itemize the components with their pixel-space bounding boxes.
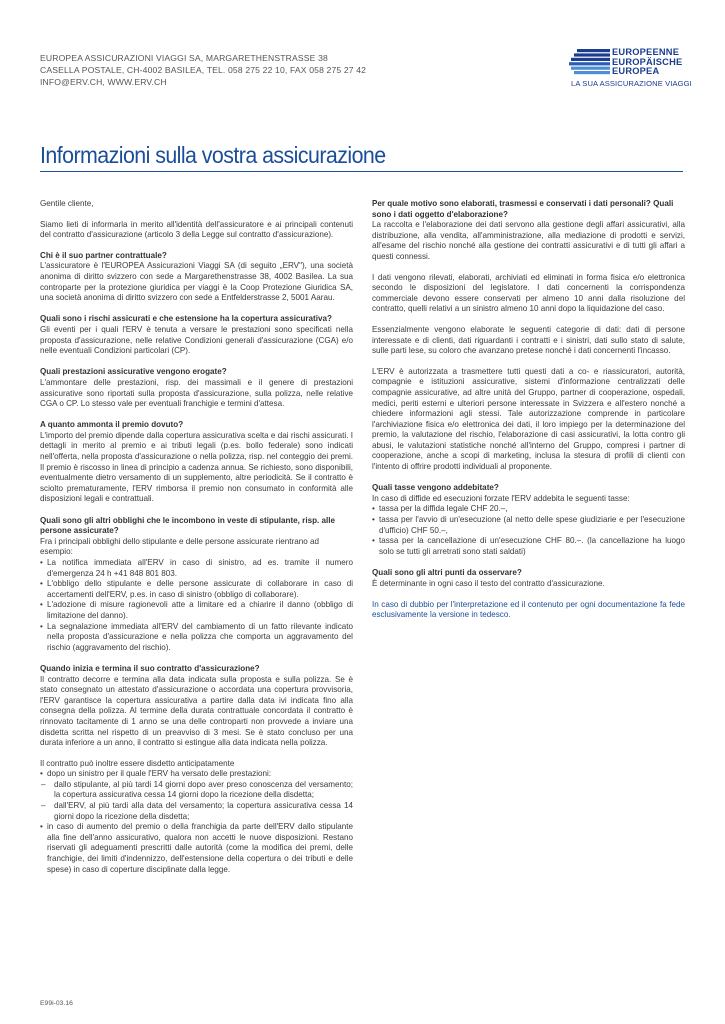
document-code: E99i-03.16 xyxy=(40,1000,73,1007)
section-text: Il contratto può inoltre essere disdetto anticipatamente xyxy=(40,758,235,768)
logo-tagline: LA SUA ASSICURAZIONE VIAGGI xyxy=(571,79,692,88)
section-premium xyxy=(40,420,353,505)
left-column xyxy=(40,199,353,886)
section-heading: Chi è il suo partner contrattuale? xyxy=(40,250,167,260)
logo-line: EUROPÄISCHE xyxy=(612,56,683,67)
intro-paragraph: Siamo lieti di informarla in merito all'identità dell'assicuratore e ai principali contenuti del contratto d'assicurazione (articolo 3 della Legge sul contratto d'assicurazione). xyxy=(40,219,353,240)
list-item: • L'adozione di misure ragionevoli atte a limitare ed a chiarire il danno (obbligo di limitazione del danno). xyxy=(40,600,353,621)
section-benefits xyxy=(40,367,353,409)
address-line: INFO@ERV.CH, WWW.ERV.CH xyxy=(40,77,167,87)
section-text: Il contratto decorre e termina alla data indicata sulla proposta e sulla polizza. Se è stato consegnato un attestato d'assicurazione o accordata una copertura provvisoria, l'ERV garantisce la copertura assicurativa a partire dalla data ivi indicata fino alla consegna della polizza. Al termine della durata contrattuale concordata il contratto è rinnovato tacitamente di 1 anno se una delle controparti non provvede a inviare una disdetta scritta nel rispetto di un preavviso di 3 mesi. Se è stato concluso per una durata inferiore a un anno, il contratto si estingue alla data indicata nella polizza. xyxy=(40,674,353,748)
section-text: Gli eventi per i quali l'ERV è tenuta a versare le prestazioni sono specificati nella proposta d'assicurazione, nelle relative Condizioni generali d'assicurazione (CGA) e/o nelle eventuali Condizioni particolari (CP). xyxy=(40,324,353,356)
erv-logo-mark-icon xyxy=(568,48,612,78)
sublist-item: – dallo stipulante, al più tardi 14 giorni dopo aver preso conoscenza del versamento; la copertura assicurativa cessa 14 giorni dopo la ricezione della disdetta; xyxy=(40,780,353,801)
address-line: EUROPEA ASSICURAZIONI VIAGGI SA, MARGARETHENSTRASSE 38 xyxy=(40,53,328,63)
company-logo xyxy=(568,47,692,92)
section-text: L'importo del premio dipende dalla copertura assicurativa scelta e dai rischi assicurati. I dettagli in merito al premio e ai tributi legali (p.es. bollo federale) sono indicati nell'offerta, nella proposta d'assicurazione o nella polizza, risp. nel conteggio dei premi. Il premio è riscosso in linea di principio a cadenza annua. Se richiesto, sono disponibili, eventualmente dietro versamento di un supplemento, altre periodicità. Se il contratto è sciolto prematuramente, l'ERV rimborsa il premio non consumato in conformità alle disposizioni legali e contrattuali. xyxy=(40,430,353,504)
section-text: L'ammontare delle prestazioni, risp. dei massimali e il genere di prestazioni assicurative sono riportati sulla proposta d'assicurazione, sulla polizza, nelle relative CGA o CP. Lo stesso vale per eventuali franchigie e termini d'attesa. xyxy=(40,377,353,409)
section-text: È determinante in ogni caso il testo del contratto d'assicurazione. xyxy=(372,578,605,588)
termination-sublist xyxy=(40,780,353,822)
list-item xyxy=(40,769,353,822)
salutation: Gentile cliente, xyxy=(40,199,94,208)
list-item: • tassa per la diffida legale CHF 20.–, xyxy=(372,504,685,515)
fees-list xyxy=(372,504,685,557)
section-heading: Quali sono gli altri punti da osservare? xyxy=(372,568,522,577)
section-fees xyxy=(372,483,685,557)
page-title: Informazioni sulla vostra assicurazione xyxy=(40,142,386,168)
section-heading: A quanto ammonta il premio dovuto? xyxy=(40,420,184,430)
logo-wordmark xyxy=(612,48,682,77)
section-text: L'ERV è autorizzata a trasmettere tutti questi dati a co- e riassicuratori, autorità, compagnie e istituzioni assicurative, sistemi d'informazione centralizzati delle compagnie assicurative, ad altre unità del Gruppo, partner di cooperazione, ospedali, medici, periti esterni e ulteriori persone interessate in Svizzera e all'estero nonché a chiedere informazioni agli stessi. Tale autorizzazione comprende in particolare l'archiviazione fisica e/o elettronica dei dati, il loro impiego per la determinazione del premio, la valutazione del rischio, l'elaborazione di casi assicurativi, la lotta contro gli abusi, le valutazioni statistiche nonché all'interno del Gruppo, compresi i partner di cooperazione, anche a scopi di marketing, inclusa la stesura di profili di clienti con l'intento di offrire prodotti individuali al proponente. xyxy=(372,366,685,472)
list-item: • tassa per l'avvio di un'esecuzione (al netto delle spese giudiziarie e per l'esecuzione d'ufficio) CHF 50.–, xyxy=(372,515,685,536)
termination-list xyxy=(40,769,353,875)
language-note: In caso di dubbio per l'interpretazione ed il contenuto per ogni documentazione fa fede esclusivamente la versione in tedesco. xyxy=(372,599,685,620)
list-item-text: dopo un sinistro per il quale l'ERV ha versato delle prestazioni: xyxy=(47,769,272,779)
list-item: • L'obbligo dello stipulante e delle persone assicurate di collaborare in caso di accertamenti dell'ERV, p.es. in caso di sinistro (obbligo di collaborare). xyxy=(40,579,353,600)
section-contract-partner xyxy=(40,251,353,304)
list-item: • La notifica immediata all'ERV in caso di sinistro, ad es. tramite il numero d'emergenza 24 h +41 848 801 803. xyxy=(40,558,353,579)
logo-line: EUROPEENNE xyxy=(612,47,680,57)
list-item: • La segnalazione immediata all'ERV del cambiamento di un fatto rilevante indicato nella proposta d'assicurazione e nella polizza che comporta un aggravamento del rischio (aggravamento del rischio). xyxy=(40,622,353,654)
section-contract-duration xyxy=(40,664,353,875)
title-divider xyxy=(40,171,683,172)
logo-line: EUROPEA xyxy=(612,66,660,77)
section-other-points xyxy=(372,568,685,589)
section-text: Essenzialmente vengono elaborate le seguenti categorie di dati: dati di persone interessate e di clienti, dati riguardanti i contratti e i sinistri, dati sullo stato di salute, sulle parti lese, su coloro che avanzano pretese nonché i dati concernenti l'incasso. xyxy=(372,324,685,356)
list-item: • in caso di aumento del premio o della franchigia da parte dell'ERV dallo stipulante alla fine dell'anno assicurativo, qualora non accetti le nuove disposizioni. Restano riservati gli adeguamenti prescritti dalle autorità (come la modifica dei premi, delle franchigie, dei limiti d'indennizzo, dell'estensione della copertura o dei tributi e delle spese) in caso di coperture disciplinate dalla legge. xyxy=(40,822,353,875)
company-address xyxy=(40,52,366,88)
address-line: CASELLA POSTALE, CH-4002 BASILEA, TEL. 058 275 22 10, FAX 058 275 27 42 xyxy=(40,65,367,75)
section-text: La raccolta e l'elaborazione dei dati servono alla gestione degli affari assicurativi, alla distribuzione, alla vendita, all'amministrazione, alla mediazione di prodotti e servizi, all'esame del rischio nonché alla gestione dei contratti assicurativi e di tutti gli affari a questi connessi. xyxy=(372,220,685,261)
section-heading: Quali tasse vengono addebitate? xyxy=(372,483,499,493)
list-item: • tassa per la cancellazione di un'esecuzione CHF 80.–. (la cancellazione ha luogo solo se tutti gli arretrati sono stati saldati) xyxy=(372,536,685,557)
section-text: In caso di diffide ed esecuzioni forzate l'ERV addebita le seguenti tasse: xyxy=(372,493,630,503)
section-heading: Per quale motivo sono elaborati, trasmessi e conservati i dati personali? Quali sono i dati oggetto d'elaborazione? xyxy=(372,199,674,219)
section-obligations xyxy=(40,516,353,654)
section-heading: Quali prestazioni assicurative vengono erogate? xyxy=(40,367,227,377)
sublist-item: – dall'ERV, al più tardi alla data del versamento; la copertura assicurativa cessa 14 giorni dopo la ricezione della disdetta; xyxy=(40,801,353,822)
section-heading: Quali sono i rischi assicurati e che estensione ha la copertura assicurativa? xyxy=(40,314,332,324)
section-heading: Quando inizia e termina il suo contratto d'assicurazione? xyxy=(40,663,260,673)
section-text: Fra i principali obblighi dello stipulante e delle persone assicurate rientrano ad esempio: xyxy=(40,536,319,557)
section-personal-data xyxy=(372,199,685,473)
section-text: I dati vengono rilevati, elaborati, archiviati ed eliminati in forma fisica e/o elettronica secondo le disposizioni del legislatore. I dati concernenti la corrispondenza commerciale devono essere conservati per almeno 10 anni dalla risoluzione del contratto, quelli relativi a un sinistro almeno 10 anni dopo la liquidazione del caso. xyxy=(372,272,685,314)
obligations-list xyxy=(40,558,353,653)
section-text: L'assicuratore è l'EUROPEA Assicurazioni Viaggi SA (di seguito „ERV"), una società anonima di diritto svizzero con sede a Margarethenstrasse 38, 4002 Basilea. La sua controparte per la protezione giuridica per viaggi è la Coop Protezione Giuridica SA, una società anonima di diritto svizzero con sede a Entfelderstrasse 2, 5001 Aarau. xyxy=(40,261,353,303)
section-insured-risks xyxy=(40,314,353,356)
right-column xyxy=(372,199,685,631)
section-heading: Quali sono gli altri obblighi che le incombono in veste di stipulante, risp. alle persone assicurate? xyxy=(40,515,336,536)
